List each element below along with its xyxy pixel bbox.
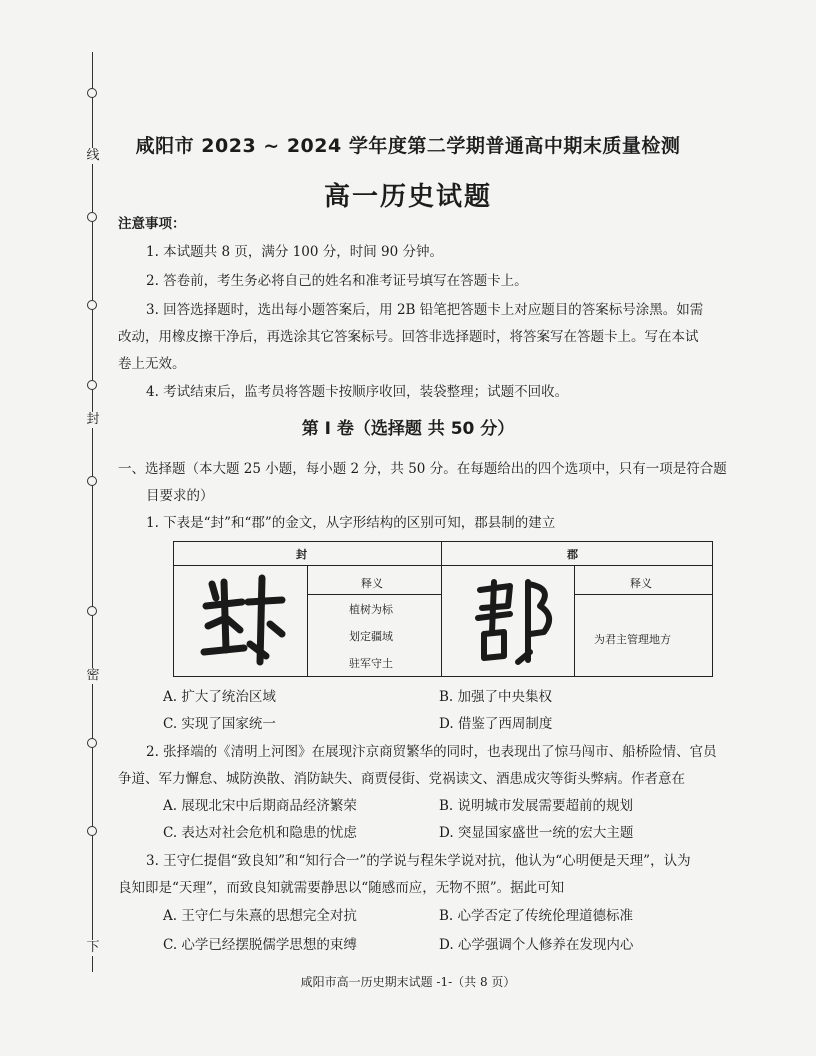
q1-table — [173, 541, 713, 677]
q3-option-b: B. 心学否定了传统伦理道德标准 — [439, 908, 634, 924]
binding-char-xia: 下 — [84, 940, 102, 956]
q2-option-b: B. 说明城市发展需要超前的规划 — [439, 798, 634, 814]
exam-title: 咸阳市 2023 ~ 2024 学年度第二学期普通高中期末质量检测 — [135, 135, 681, 157]
table-header-feng: 封 — [296, 548, 307, 561]
q3-stem: 3. 王守仁提倡“致良知”和“知行合一”的学说与程朱学说对抗，他认为“心明便是天理”，认为 — [146, 853, 691, 869]
note-item: 3. 回答选择题时，选出每小题答案后，用 2B 铅笔把答题卡上对应题目的答案标号涂黑。如需 — [146, 302, 704, 318]
q3-option-a: A. 王守仁与朱熹的思想完全对抗 — [163, 908, 357, 924]
binding-char-feng: 封 — [84, 412, 102, 428]
section-title: 第 Ⅰ 卷（选择题 共 50 分） — [301, 419, 515, 439]
feng-meaning-label: 释义 — [361, 577, 383, 590]
binding-circle — [87, 738, 97, 748]
note-item-cont: 改动，用橡皮擦干净后，再选涂其它答案标号。回答非选择题时，将答案写在答题卡上。写在本试 — [118, 329, 699, 345]
bronze-feng-glyph — [196, 572, 290, 670]
q1-option-a: A. 扩大了统治区域 — [163, 689, 276, 705]
q3-option-d: D. 心学强调个人修养在发现内心 — [439, 937, 634, 953]
binding-circle — [87, 88, 97, 98]
section-instruction-cont: 目要求的） — [146, 488, 214, 504]
q2-stem: 2. 张择端的《清明上河图》在展现汴京商贸繁华的同时，也表现出了惊马闯市、船桥险情、官员 — [146, 744, 717, 760]
q1-option-c: C. 实现了国家统一 — [163, 716, 276, 732]
feng-meaning-3: 驻军守土 — [349, 657, 393, 670]
binding-circle — [87, 300, 97, 310]
exam-subtitle: 高一历史试题 — [323, 182, 492, 212]
feng-meaning-1: 植树为标 — [349, 603, 393, 616]
q3-stem-cont: 良知即是“天理”，而致良知就需要静思以“随感而应，无物不照”。据此可知 — [118, 880, 565, 896]
jun-meaning: 为君主管理地方 — [594, 633, 671, 646]
section-instruction: 一、选择题（本大题 25 小题，每小题 2 分，共 50 分。在每题给出的四个选项中，只有一项是符合题 — [118, 461, 727, 477]
binding-char-xian: 线 — [84, 148, 102, 164]
binding-circle — [87, 476, 97, 486]
q2-stem-cont: 争道、军力懈怠、城防涣散、消防缺失、商贾侵街、党祸读文、酒患成灾等街头弊病。作者意在 — [118, 771, 685, 787]
note-item: 2. 答卷前，考生务必将自己的姓名和准考证号填写在答题卡上。 — [146, 273, 528, 289]
binding-circle — [87, 380, 97, 390]
table-header-jun: 郡 — [567, 548, 578, 561]
q2-option-c: C. 表达对社会危机和隐患的忧虑 — [163, 825, 357, 841]
q3-option-c: C. 心学已经摆脱儒学思想的束缚 — [163, 937, 357, 953]
binding-char-mi: 密 — [84, 668, 102, 684]
binding-circle — [87, 606, 97, 616]
q1-stem: 1. 下表是“封”和“郡”的金文，从字形结构的区别可知，郡县制的建立 — [146, 515, 556, 531]
jun-meaning-label: 释义 — [630, 577, 652, 590]
note-item: 4. 考试结束后，监考员将答题卡按顺序收回，装袋整理；试题不回收。 — [146, 384, 569, 400]
binding-circle — [87, 212, 97, 222]
q2-option-a: A. 展现北宋中后期商品经济繁荣 — [163, 798, 357, 814]
page-footer: 咸阳市高一历史期末试题 -1-（共 8 页） — [300, 975, 516, 989]
q1-option-d: D. 借鉴了西周制度 — [439, 716, 553, 732]
note-item-cont: 卷上无效。 — [118, 356, 186, 372]
feng-meaning-2: 划定疆域 — [349, 630, 393, 643]
bronze-jun-glyph — [470, 572, 562, 670]
q2-option-d: D. 突显国家盛世一统的宏大主题 — [439, 825, 634, 841]
note-item: 1. 本试题共 8 页，满分 100 分，时间 90 分钟。 — [146, 244, 443, 260]
q1-option-b: B. 加强了中央集权 — [439, 689, 553, 705]
notes-heading: 注意事项： — [118, 216, 186, 232]
binding-circle — [87, 826, 97, 836]
